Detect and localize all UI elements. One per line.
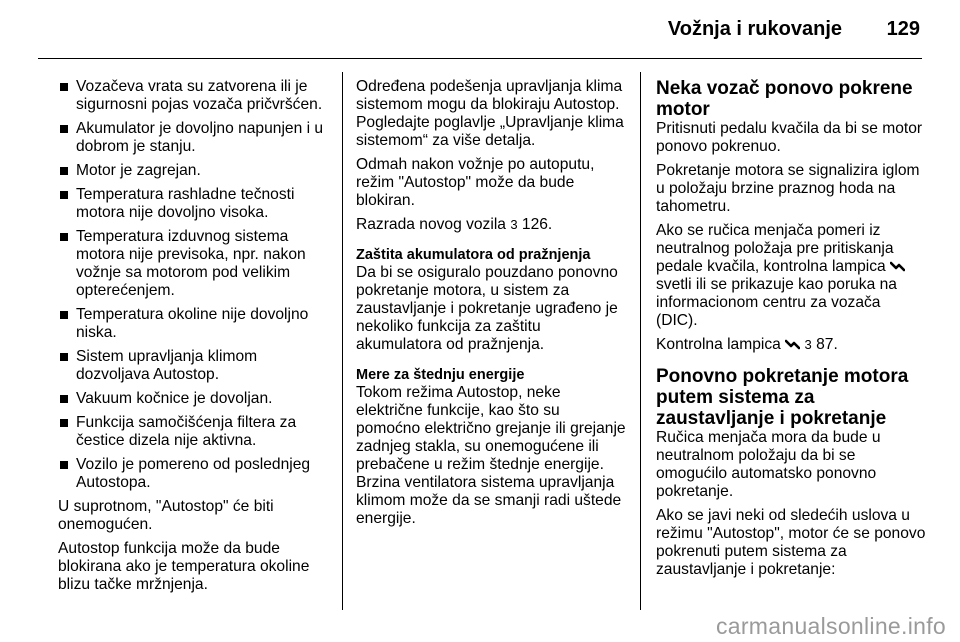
list-item: Funkcija samočišćenja filtera za čestice dizela nije aktivna. [58,414,330,450]
page-number: 129 [886,18,920,40]
reference-link[interactable]: 3 87. [804,336,838,353]
paragraph: Ako se ručica menjača pomeri iz neutralnog položaja pre pritiskanja pedale kvačila, kontrolna lampica svetli ili se prikazuje kao poruka na informacionom centru za vozača (DIC). [656,222,926,330]
list-item: Vozilo je pomereno od poslednjeg Autostopa. [58,456,330,492]
paragraph: Tokom režima Autostop, neke električne funkcije, kao što su pomoćno električno grejanje ili grejanje zadnjeg stakla, su onemogućene ili prebačene u režim štednje energije. Brzina ventilatora sistema upravljanja klimom može da se smanji radi uštede energije. [356,384,626,527]
bullet-icon [60,83,68,91]
bullet-icon [60,395,68,403]
paragraph: Pritisnuti pedalu kvačila da bi se motor ponovo pokrenuo. [656,120,923,155]
list-item: Sistem upravljanja klimom dozvoljava Autostop. [58,348,330,384]
header-rule [38,58,922,59]
list-item: Temperatura okoline nije dovoljno niska. [58,306,330,342]
list-item: Temperatura rashladne tečnosti motora nije dovoljno visoka. [58,186,330,222]
list-item: Akumulator je dovoljno napunjen i u dobrom je stanju. [58,120,330,156]
paragraph: Pokretanje motora se signalizira iglom u položaju brzine praznog hoda na tahometru. [656,162,920,215]
bullet-icon [60,461,68,469]
column-divider-2 [640,72,641,610]
bullet-icon [60,311,68,319]
reference-arrow-icon: 3 [510,217,518,232]
reference-link[interactable]: 3 126. [510,216,553,233]
paragraph: Ručica menjača mora da bude u neutralnom položaju da bi se omogućilo automatsko ponovno pokretanje. [656,429,881,500]
condition-list [58,78,330,492]
list-item: Motor je zagrejan. [58,162,330,180]
paragraph: Kontrolna lampica 3 87. [656,336,838,353]
auto-stop-lamp-icon [890,261,905,272]
bullet-icon [60,125,68,133]
paragraph: Određena podešenja upravljanja klima sistemom mogu da blokiraju Autostop. Pogledajte poglavlje „Upravljanje klima sistemom“ za više detalja. [356,78,624,149]
column-divider-1 [342,72,343,610]
bullet-icon [60,167,68,175]
paragraph: U suprotnom, "Autostop" će biti onemogućen. [58,498,274,533]
bullet-icon [60,191,68,199]
bullet-icon [60,233,68,241]
subheading: Mere za štednju energije [356,367,525,383]
paragraph: Da bi se osiguralo pouzdano ponovno pokretanje motora, u sistem za zaustavljanje i pokretanje ugrađeno je nekoliko funkcija za zaštitu akumulatora od pražnjenja. [356,264,618,353]
list-item: Vozačeva vrata su zatvorena ili je sigurnosni pojas vozača pričvršćen. [58,78,330,114]
section-title: Ponovno pokretanje motora putem sistema za zaustavljanje i pokretanje [656,366,909,429]
column-1 [58,78,330,600]
column-2 [356,78,626,534]
watermark: carmanualsonline.info [715,613,946,639]
paragraph: Odmah nakon vožnje po autoputu, režim "Autostop" može da bude blokiran. [356,156,595,209]
list-item: Vakuum kočnice je dovoljan. [58,390,330,408]
page-header [0,0,960,62]
bullet-icon [60,419,68,427]
page-title: Vožnja i rukovanje [667,18,842,40]
list-item: Temperatura izduvnog sistema motora nije previsoka, npr. nakon vožnje sa motorom pod velikim opterećenjem. [58,228,330,300]
auto-stop-lamp-icon [785,339,800,350]
column-3 [656,78,926,585]
paragraph: Ako se javi neki od sledećih uslova u režimu "Autostop", motor će se ponovo pokrenuti putem sistema za zaustavljanje i pokretanje: [656,507,926,578]
subheading: Zaštita akumulatora od pražnjenja [356,247,591,263]
reference-arrow-icon: 3 [804,337,812,352]
paragraph: Autostop funkcija može da bude blokirana ako je temperatura okoline blizu tačke mržnjenja. [58,540,310,593]
section-title: Neka vozač ponovo pokrene motor [656,78,913,120]
paragraph: Razrada novog vozila 3 126. [356,216,553,233]
bullet-icon [60,353,68,361]
